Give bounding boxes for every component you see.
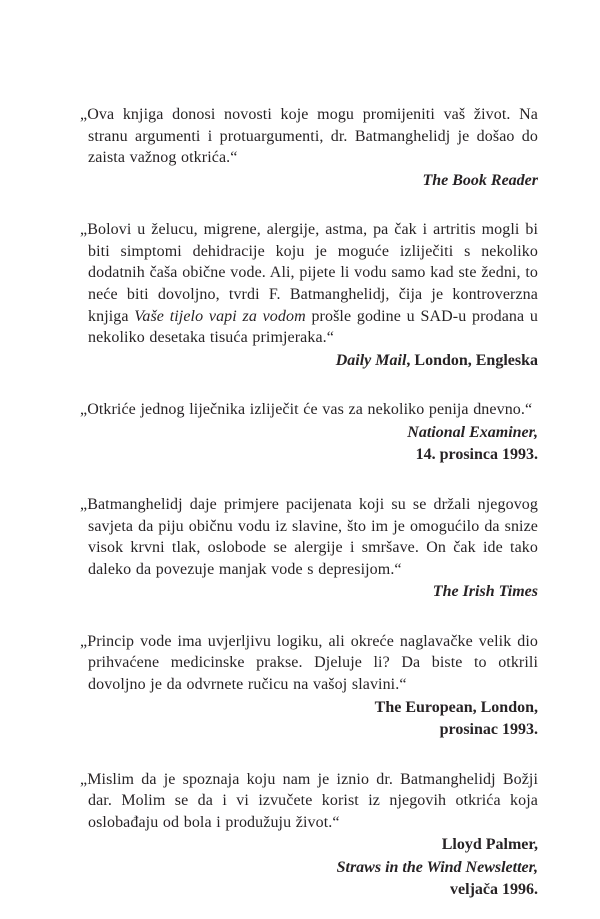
quote-text bbox=[80, 769, 538, 834]
quote-block bbox=[80, 631, 538, 742]
attribution-segment: 14. prosinca 1993. bbox=[415, 446, 538, 464]
attribution-line bbox=[80, 719, 538, 742]
quote-attribution bbox=[80, 581, 538, 604]
attribution-line bbox=[80, 857, 538, 880]
quote-text bbox=[80, 399, 538, 421]
quote-block bbox=[80, 399, 538, 467]
attribution-segment: Straws in the Wind Newsletter, bbox=[336, 858, 538, 876]
quote-text bbox=[80, 104, 538, 169]
quotes-list bbox=[80, 104, 538, 902]
quote-text-segment: prošle godine u SAD-u prodana u nekoliko desetaka tisuća primjeraka.“ bbox=[88, 307, 538, 347]
attribution-segment: Lloyd Palmer, bbox=[441, 836, 538, 854]
attribution-segment: Daily Mail bbox=[335, 351, 407, 369]
quote-text-segment: Vaše tijelo vapi za vodom bbox=[134, 307, 306, 325]
quote-text bbox=[80, 631, 538, 696]
quote-text bbox=[80, 219, 538, 349]
attribution-line bbox=[80, 879, 538, 902]
attribution-segment: National Examiner, bbox=[407, 423, 538, 441]
quote-attribution bbox=[80, 422, 538, 467]
attribution-segment: veljača 1996. bbox=[450, 881, 538, 899]
quote-text-segment: „Otkriće jednog liječnika izliječit će vas za nekoliko penija dnevno.“ bbox=[80, 401, 533, 419]
attribution-segment: , London, Engleska bbox=[406, 351, 538, 369]
attribution-segment: prosinac 1993. bbox=[439, 721, 538, 739]
attribution-line bbox=[80, 170, 538, 193]
quote-block bbox=[80, 219, 538, 372]
attribution-segment: The European, London, bbox=[374, 698, 538, 716]
attribution-segment: The Book Reader bbox=[422, 171, 538, 189]
quote-attribution bbox=[80, 170, 538, 193]
quote-text-segment: „Mislim da je spoznaja koju nam je iznio dr. Batmanghelidj Božji dar. Molim se da i vi izvučete korist iz njegovih otkrića koja oslobađaju od bola i produžuju život.“ bbox=[80, 770, 538, 831]
quote-text-segment: „Batmanghelidj daje primjere pacijenata koji su se držali njegovog savjeta da piju običnu vodu iz slavine, što im je omogućilo da snize visok krvni tlak, oslobode se alergije i smršave. On čak ide tako daleko da povezuje manjak vode s depresijom.“ bbox=[80, 495, 538, 578]
quote-attribution bbox=[80, 350, 538, 373]
quote-block bbox=[80, 494, 538, 604]
quote-attribution bbox=[80, 697, 538, 742]
quote-attribution bbox=[80, 834, 538, 902]
quote-text bbox=[80, 494, 538, 580]
quote-block bbox=[80, 769, 538, 902]
quote-text-segment: „Bolovi u želucu, migrene, alergije, astma, pa čak i artritis mogli bi biti simptomi dehidracije koju je moguće izliječiti s nekoliko dodatnih čaša obične vode. Ali, pijete li vodu samo kad ste žedni, to neće biti dovoljno, tvrdi F. Batmanghelidj, čija je kontroverzna knjiga bbox=[80, 221, 538, 325]
attribution-line bbox=[80, 834, 538, 857]
quote-text-segment: „Ova knjiga donosi novosti koje mogu promijeniti vaš život. Na stranu argumenti i protuargumenti, dr. Batmanghelidj je došao do zaista važnog otkrića.“ bbox=[80, 106, 538, 167]
quote-text-segment: „Princip vode ima uvjerljivu logiku, ali okreće naglavačke velik dio prihvaćene medicinske prakse. Djeluje li? Da biste to otkrili dovoljno je da odvrnete ručicu na vašoj slavini.“ bbox=[80, 632, 538, 693]
quote-block bbox=[80, 104, 538, 192]
attribution-line bbox=[80, 422, 538, 445]
attribution-line bbox=[80, 350, 538, 373]
attribution-line bbox=[80, 581, 538, 604]
attribution-line bbox=[80, 697, 538, 720]
attribution-line bbox=[80, 444, 538, 467]
attribution-segment: The Irish Times bbox=[432, 583, 538, 601]
